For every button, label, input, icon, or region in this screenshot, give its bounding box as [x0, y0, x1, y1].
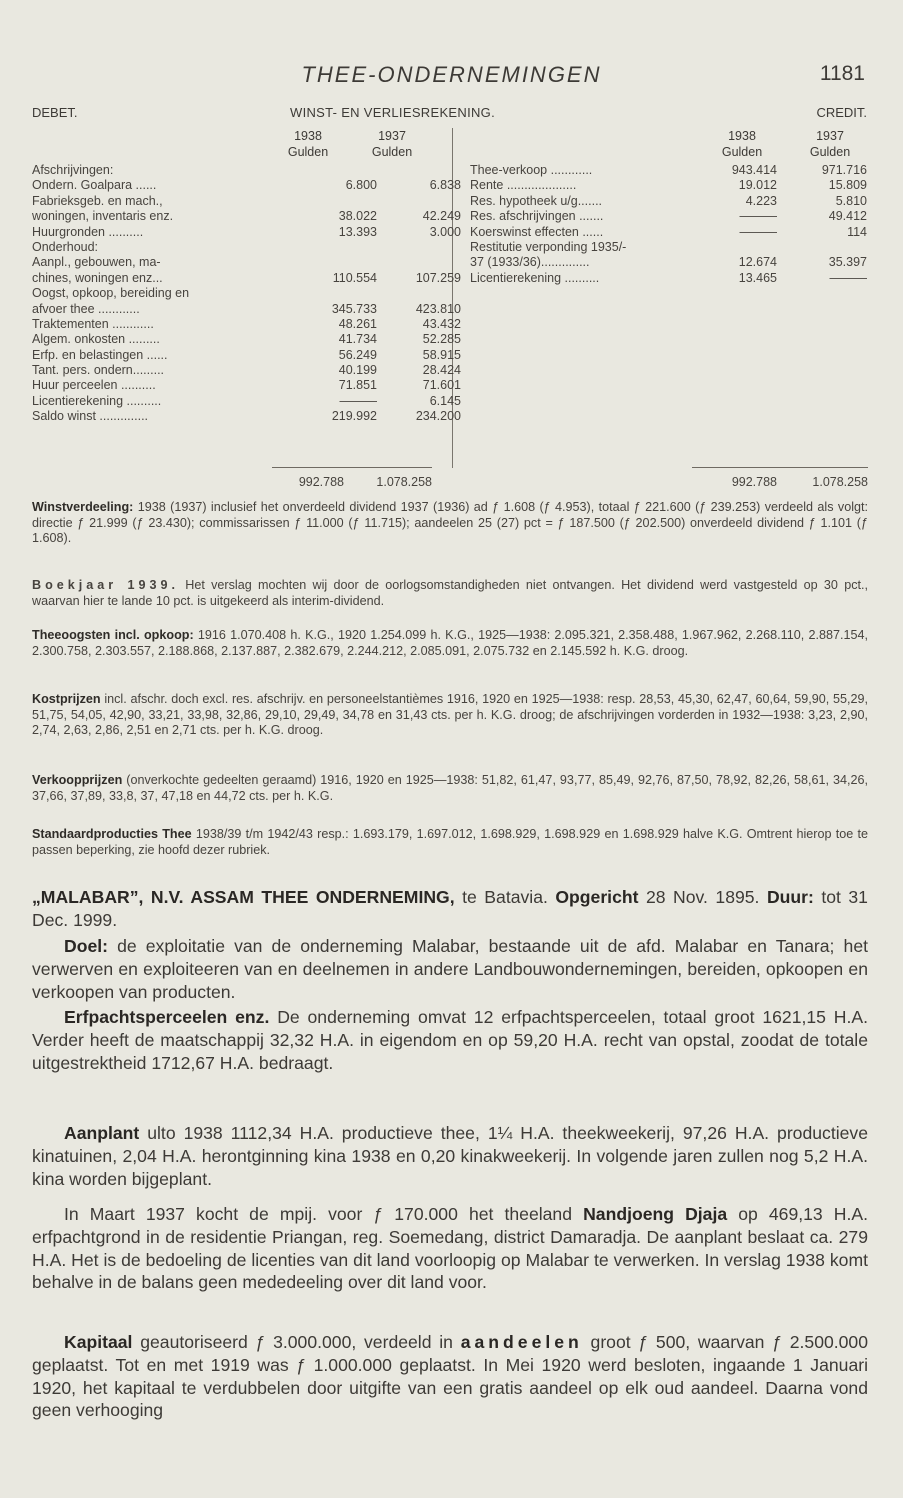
value-1937: 5.810	[835, 193, 867, 208]
value-1937	[377, 163, 461, 178]
value-1938: ———	[739, 224, 777, 239]
value-1937	[377, 194, 461, 209]
kostprijzen-label: Kostprijzen	[32, 692, 101, 706]
table-row	[32, 271, 461, 286]
row-label: Oogst, opkoop, bereiding en	[32, 286, 190, 301]
value-1938: ———	[739, 209, 777, 224]
kostprijzen-paragraph	[32, 692, 868, 739]
value-1938	[272, 286, 377, 301]
kapitaal-paragraph	[32, 1331, 868, 1422]
value-1938: 12.674	[738, 255, 777, 270]
verkoopprijzen-label: Verkoopprijzen	[32, 773, 123, 787]
value-1937: 6.838	[429, 178, 461, 193]
value-1938	[692, 240, 777, 255]
unit-label: Gulden	[721, 145, 763, 159]
page-number: 1181	[819, 62, 865, 85]
value-1937: 971.716	[821, 163, 867, 177]
nandjoeng-paragraph	[32, 1203, 868, 1294]
value-1938: 56.249	[338, 347, 377, 362]
standaardproducties-label: Standaardproducties Thee	[32, 827, 192, 841]
value-1937: 15.809	[828, 178, 867, 193]
verkoopprijzen-text: (onverkochte gedeelten geraamd) 1916, 1920 en 1925—1938: 51,82, 61,47, 93,77, 85,49, 92,76, 87,50, 78,92, 82,26, 58,61, 34,26, 37,66, 37,89, 33,8, 37, 47,18 en 44,72 cts. per h. K.G.	[32, 773, 868, 803]
kapitaal-text-end: groot ƒ 500, waarvan ƒ 2.500.000 geplaatst. Tot en met 1919 was ƒ 1.000.000 geplaatst. In Mei 1920 werd besloten, ingaande 1 Januari 1920, het kapitaal te verdubbelen door uitgifte van een gratis aandeel op elk oud aandeel. Daarna vond geen verhooging	[32, 1332, 869, 1421]
aandeelen-word: aandeelen	[460, 1332, 583, 1352]
row-label: Erfp. en belastingen ......	[32, 347, 168, 362]
erfpacht-label: Erfpachtsperceelen enz.	[64, 1007, 270, 1027]
value-1938: ———	[339, 393, 377, 408]
credit-total-1938: 992.788	[731, 475, 777, 489]
table-row	[32, 317, 461, 332]
table-row	[470, 194, 867, 209]
company-name: „MALABAR”, N.V. ASSAM THEE ONDERNEMING,	[32, 887, 455, 907]
row-label: afvoer thee ............	[32, 301, 140, 316]
table-row	[470, 240, 867, 255]
table-row	[470, 178, 867, 193]
table-row	[470, 225, 867, 240]
boekjaar-label: Boekjaar 1939.	[32, 578, 179, 592]
kostprijzen-text: incl. afschr. doch excl. res. afschrijv. en personeelstantièmes 1916, 1920 en 1925—1938: resp. 28,53, 45,30, 62,47, 60,64, 59,90, 55,29, 51,75, 54,05, 42,90, 33,21, 33,98, 32,86, 29,10, 29,49, 34,78 en 31,43 cts. per h. K.G. droog; de afschrijvingen vorderden in 1932—1938: 3,23, 2,90, 2,74, 2,63, 2,86, 2,51 en 2,71 cts. per h. K.G. droog.	[32, 692, 868, 738]
value-1937: 114	[847, 224, 867, 239]
row-label: Algem. onkosten .........	[32, 332, 160, 347]
value-1937: 43.432	[422, 316, 461, 331]
erfpacht-text: De onderneming omvat 12 erfpachtsperceelen, totaal groot 1621,15 H.A. Verder heeft de maatschappij 32,32 H.A. in eigendom en op 59,20 H.A. recht van opstal, zoodat de totale uitgestrektheid 1712,67 H.A. bedraagt.	[32, 1007, 869, 1073]
value-1937: ———	[829, 270, 867, 285]
debet-table	[32, 163, 461, 425]
credit-total-1937: 1.078.258	[812, 475, 868, 489]
opgericht-date: 28 Nov. 1895.	[638, 887, 767, 907]
row-label: Fabrieksgeb. en mach.,	[32, 193, 163, 208]
row-label: Onderhoud:	[32, 239, 99, 254]
row-label: 37 (1933/36)..............	[470, 255, 590, 270]
kapitaal-label: Kapitaal	[64, 1332, 133, 1352]
aanplant-label: Aanplant	[64, 1123, 140, 1143]
value-1938: 19.012	[738, 178, 777, 193]
value-1938: 4.223	[745, 193, 777, 208]
row-label: Traktementen ............	[32, 316, 154, 331]
table-row	[32, 394, 461, 409]
theeoogsten-label: Theeoogsten incl. opkoop:	[32, 628, 194, 642]
doel-paragraph	[32, 935, 868, 1003]
table-row	[32, 209, 461, 224]
value-1937: 6.145	[429, 393, 461, 408]
row-label: Ondern. Goalpara ......	[32, 178, 157, 193]
row-label: Licentierekening ..........	[32, 393, 162, 408]
row-label: Huurgronden ..........	[32, 224, 144, 239]
credit-heading: CREDIT.	[816, 105, 867, 120]
table-row	[470, 209, 867, 224]
value-1937: 423.810	[415, 301, 461, 316]
value-1938	[272, 163, 377, 178]
value-1938	[272, 240, 377, 255]
debet-heading: DEBET.	[32, 105, 78, 120]
duur-label: Duur:	[766, 887, 814, 907]
row-label: Thee-verkoop ............	[470, 163, 593, 177]
aanplant-paragraph	[32, 1122, 868, 1190]
table-row	[32, 378, 461, 393]
value-1937	[377, 286, 461, 301]
value-1937	[377, 240, 461, 255]
table-row	[32, 163, 461, 178]
value-1938: 41.734	[338, 332, 377, 347]
row-label: Restitutie verponding 1935/-	[470, 239, 627, 254]
row-label: Aanpl., gebouwen, ma-	[32, 255, 161, 270]
value-1938	[272, 194, 377, 209]
value-1938: 6.800	[345, 178, 377, 193]
table-row	[32, 178, 461, 193]
row-label: woningen, inventaris enz.	[32, 209, 174, 224]
doel-label: Doel:	[64, 936, 108, 956]
nandjoeng-name: Nandjoeng Djaja	[583, 1204, 728, 1224]
winstverdeeling-text: 1938 (1937) inclusief het onverdeeld dividend 1937 (1936) ad ƒ 1.608 (ƒ 4.953), totaal ƒ 221.600 (ƒ 239.253) verdeeld als volgt: directie ƒ 21.999 (ƒ 23.430); commissarissen ƒ 11.000 (ƒ 11.715); aandeelen 25 (27) pct = ƒ 187.500 (ƒ 202.500) onverdeeld dividend ƒ 1.101 (ƒ 1.608).	[32, 500, 868, 546]
value-1938: 48.261	[338, 316, 377, 331]
debet-year-1937	[362, 128, 422, 160]
credit-year-1938	[712, 128, 772, 160]
value-1937: 35.397	[828, 255, 867, 270]
value-1937: 234.200	[415, 409, 461, 424]
table-row	[32, 194, 461, 209]
row-label: Licentierekening ..........	[470, 270, 600, 285]
value-1938: 71.851	[338, 378, 377, 393]
table-row	[470, 255, 867, 270]
value-1937: 28.424	[422, 363, 461, 378]
year-label: 1938	[294, 129, 322, 143]
boekjaar-text: Het verslag mochten wij door de oorlogsomstandigheden niet ontvangen. Het dividend werd vastgesteld op 30 pct., waarvan hier te lande 10 pct. is uitgekeerd als interim-dividend.	[32, 578, 868, 608]
value-1937: 52.285	[422, 332, 461, 347]
value-1937: 42.249	[422, 209, 461, 224]
value-1938: 38.022	[338, 209, 377, 224]
account-title: WINST- EN VERLIESREKENING.	[290, 105, 496, 120]
winstverdeeling-paragraph	[32, 500, 868, 547]
debet-total-1938: 992.788	[298, 475, 344, 489]
value-1937: 71.601	[422, 378, 461, 393]
table-row	[470, 271, 867, 286]
value-1937: 3.000	[429, 224, 461, 239]
unit-label: Gulden	[371, 145, 413, 159]
credit-total-rule	[692, 467, 868, 468]
row-label: Res. hypotheek u/g.......	[470, 193, 603, 208]
value-1937: 58.915	[422, 347, 461, 362]
row-label: Res. afschrijvingen .......	[470, 209, 604, 224]
table-row	[32, 363, 461, 378]
year-label: 1938	[728, 129, 756, 143]
table-row	[32, 348, 461, 363]
year-label: 1937	[378, 129, 406, 143]
debet-year-1938	[278, 128, 338, 160]
debet-total-rule	[272, 467, 432, 468]
theeoogsten-paragraph	[32, 628, 868, 659]
doel-text: de exploitatie van de onderneming Malabar, bestaande uit de afd. Malabar en Tanara; het verwerven en exploiteeren van en deelnemen in andere Landbouwondernemingen, bereiden, opkoopen en verkoopen van producten.	[32, 936, 868, 1002]
row-label: Koerswinst effecten ......	[470, 224, 604, 239]
table-row	[32, 255, 461, 270]
table-row	[32, 286, 461, 301]
value-1937	[377, 255, 461, 270]
table-row	[32, 225, 461, 240]
table-row	[470, 163, 867, 178]
winstverdeeling-label: Winstverdeeling:	[32, 500, 134, 514]
value-1938: 13.393	[338, 224, 377, 239]
nandjoeng-text-start: In Maart 1937 kocht de mpij. voor ƒ 170.000 het theeland	[64, 1204, 584, 1224]
row-label: Rente ....................	[470, 178, 577, 193]
row-label: Huur perceelen ..........	[32, 378, 156, 393]
nandjoeng-text-end: op 469,13 H.A. erfpachtgrond in de residentie Priangan, reg. Soemedang, district Damaradja. De aanplant beslaat ca. 279 H.A. Het is de bedoeling de licenties van dit land voorloopig op Malabar te verwerken. In verslag 1938 komt behalve in de balans geen mededeeling over dit land voor.	[32, 1204, 869, 1293]
value-1938: 110.554	[332, 270, 377, 285]
table-row	[32, 240, 461, 255]
row-label: Tant. pers. ondern.........	[32, 363, 165, 378]
boekjaar-paragraph	[32, 578, 868, 609]
company-location: te Batavia.	[454, 887, 556, 907]
value-1938: 345.733	[331, 301, 377, 316]
value-1938: 13.465	[738, 270, 777, 285]
opgericht-label: Opgericht	[555, 887, 639, 907]
standaardproducties-text: 1938/39 t/m 1942/43 resp.: 1.693.179, 1.697.012, 1.698.929, 1.698.929 en 1.698.929 halve K.G. Omtrent hierop toe te passen beperking, zie hoofd dezer rubriek.	[32, 827, 868, 857]
kapitaal-text-start: geautoriseerd ƒ 3.000.000, verdeeld in	[132, 1332, 461, 1352]
malabar-intro-paragraph	[32, 886, 868, 932]
running-header-title: THEE-ONDERNEMINGEN	[301, 62, 602, 87]
debet-total-1937: 1.078.258	[376, 475, 432, 489]
value-1938: 943.414	[731, 163, 777, 177]
duur-text: tot 31 Dec. 1999.	[32, 887, 868, 930]
value-1938	[272, 255, 377, 270]
table-row	[32, 302, 461, 317]
standaardproducties-paragraph	[32, 827, 868, 858]
credit-table	[470, 163, 867, 286]
theeoogsten-text: 1916 1.070.408 h. K.G., 1920 1.254.099 h. K.G., 1925—1938: 2.095.321, 2.358.488, 1.967.962, 2.268.110, 2.887.154, 2.300.758, 2.303.557, 2.188.868, 2.137.887, 2.382.679, 2.244.212, 2.085.091, 2.075.732 en 2.145.592 h. K.G. droog.	[32, 628, 868, 658]
row-label: chines, woningen enz...	[32, 270, 163, 285]
unit-label: Gulden	[809, 145, 851, 159]
erfpacht-paragraph	[32, 1006, 868, 1074]
table-row	[32, 409, 461, 424]
unit-label: Gulden	[287, 145, 329, 159]
value-1938: 40.199	[338, 363, 377, 378]
value-1938: 219.992	[331, 409, 377, 424]
year-label: 1937	[816, 129, 844, 143]
row-label: Saldo winst ..............	[32, 409, 149, 424]
row-label: Afschrijvingen:	[32, 163, 114, 177]
aanplant-text: ulto 1938 1112,34 H.A. productieve thee, 1¼ H.A. theekweekerij, 97,26 H.A. productieve kinatuinen, 2,04 H.A. herontginning kina 1938 en 0,20 kinakweekerij. In volgende jaren zullen nog 5,2 H.A. kina worden bijgeplant.	[32, 1123, 868, 1189]
value-1937	[777, 240, 867, 255]
value-1937: 107.259	[415, 270, 461, 285]
credit-year-1937	[800, 128, 860, 160]
verkoopprijzen-paragraph	[32, 773, 868, 804]
table-row	[32, 332, 461, 347]
value-1937: 49.412	[828, 209, 867, 224]
